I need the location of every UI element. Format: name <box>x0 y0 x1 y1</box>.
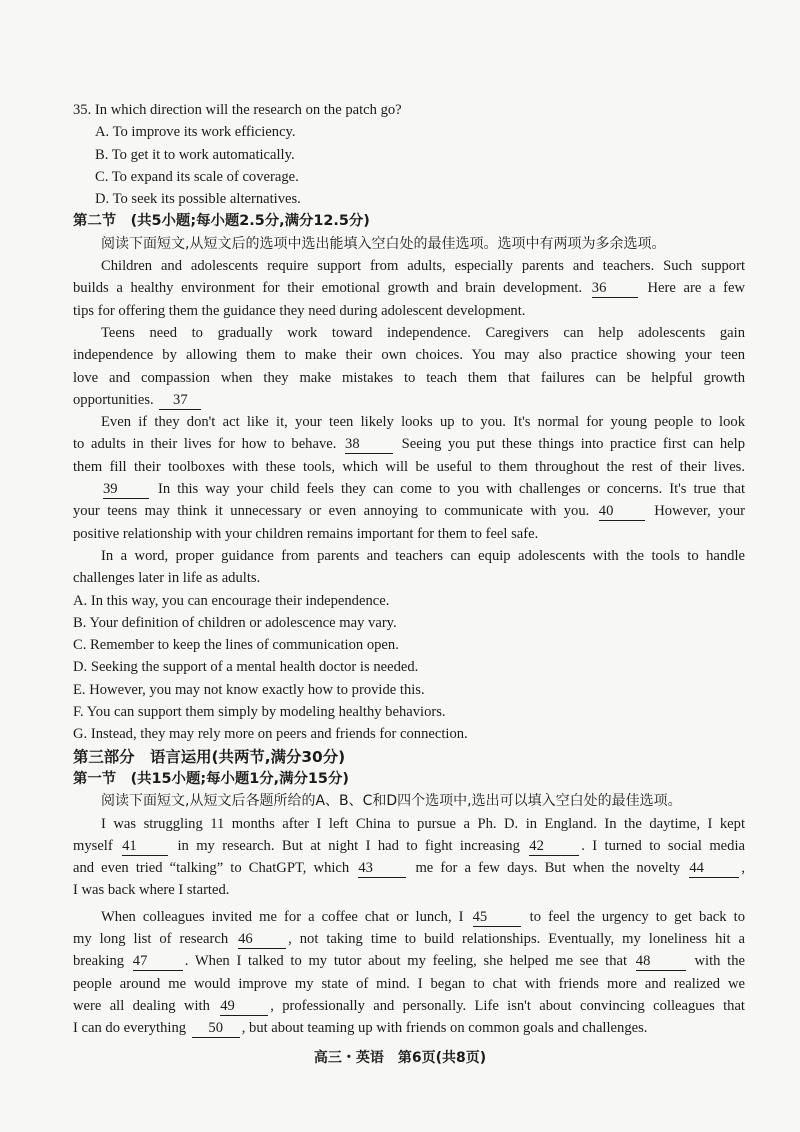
text-line: independence by allowing them to make their own choices. You may also practice showing your teen <box>73 347 745 364</box>
q35-option-c: C. To expand its scale of coverage. <box>95 168 299 185</box>
text-line: tips for offering them the guidance they need during adolescent development. <box>73 302 526 319</box>
text-line: love and compassion when they make mistakes to teach them that failures can be helpful growth <box>73 369 745 386</box>
text-line <box>73 478 745 500</box>
section2-paragraph-4 <box>73 478 745 545</box>
option-g: G. Instead, they may rely more on peers and friends for connection. <box>73 726 468 743</box>
text-segment: with the <box>694 953 745 970</box>
blank-49: 49 <box>220 997 268 1016</box>
option-d: D. Seeking the support of a mental health doctor is needed. <box>73 659 419 676</box>
text-segment: breaking <box>73 953 125 970</box>
text-line <box>73 1017 745 1039</box>
option-f: F. You can support them simply by modeling healthy behaviors. <box>73 704 446 721</box>
section2-header: 第二节 (共5小题;每小题2.5分,满分12.5分) <box>73 213 370 230</box>
blank-48: 48 <box>636 952 686 971</box>
text-segment: me for a few days. But when the novelty <box>415 860 681 877</box>
q35-option-d: D. To seek its possible alternatives. <box>95 191 301 208</box>
option-c: C. Remember to keep the lines of communication open. <box>73 637 399 654</box>
q35-option-a: A. To improve its work efficiency. <box>95 124 296 141</box>
text-line: challenges later in life as adults. <box>73 570 261 587</box>
text-line <box>73 277 745 299</box>
text-segment: , not taking time to build relationships. Eventually, my loneliness hit a <box>288 930 745 947</box>
text-segment: your teens may think it unnecessary or even annoying to communicate with you. <box>73 503 590 520</box>
text-line: Teens need to gradually work toward independence. Caregivers can help adolescents gain <box>101 324 745 341</box>
option-e: E. However, you may not know exactly how to provide this. <box>73 681 425 698</box>
text-segment: . I turned to social media <box>581 837 745 854</box>
text-line <box>73 835 745 857</box>
text-segment: I can do everything <box>73 1020 187 1037</box>
text-segment: , professionally and personally. Life isn't about convincing colleagues that <box>270 997 745 1014</box>
part3-paragraph-1 <box>73 813 745 902</box>
page-content <box>73 99 745 1039</box>
blank-50: 50 <box>192 1019 240 1038</box>
text-segment: builds a healthy environment for their emotional growth and brain development. <box>73 280 583 297</box>
part3-instruction: 阅读下面短文,从短文后各题所给的A、B、C和D四个选项中,选出可以填入空白处的最佳选项。 <box>101 793 682 810</box>
section2-paragraph-1 <box>73 255 745 322</box>
text-segment: my long list of research <box>73 930 229 947</box>
text-segment: . When I talked to my tutor about my feeling, she helped me see that <box>184 953 628 970</box>
text-segment: were all dealing with <box>73 997 210 1014</box>
text-segment: , but about teaming up with friends on common goals and challenges. <box>241 1020 648 1037</box>
text-line <box>73 950 745 972</box>
text-line: In a word, proper guidance from parents and teachers can equip adolescents with the tools to handle <box>101 547 745 564</box>
text-line <box>73 995 745 1017</box>
section2-instruction: 阅读下面短文,从短文后的选项中选出能填入空白处的最佳选项。选项中有两项为多余选项。 <box>101 235 666 252</box>
text-segment: to feel the urgency to get back to <box>529 908 745 925</box>
text-segment: Seeing you put these things into practice first can help <box>401 436 746 453</box>
text-line: I was back where I started. <box>73 882 230 899</box>
text-line: I was struggling 11 months after I left China to pursue a Ph. D. in England. In the daytime, I kept <box>101 815 745 832</box>
section2-options <box>73 590 745 746</box>
option-b: B. Your definition of children or adolescence may vary. <box>73 614 397 631</box>
section2-paragraph-2 <box>73 322 745 411</box>
blank-37: 37 <box>159 391 201 410</box>
blank-44: 44 <box>689 859 739 878</box>
part3-section1-header: 第一节 (共15小题;每小题1分,满分15分) <box>73 770 349 787</box>
option-a: A. In this way, you can encourage their independence. <box>73 592 390 609</box>
section2-paragraph-3 <box>73 411 745 478</box>
section2-paragraph-5 <box>73 545 745 590</box>
text-line: people around me would improve my state of mind. I began to chat with friends more and realized we <box>73 975 745 992</box>
text-line <box>73 389 745 411</box>
text-line: Children and adolescents require support from adults, especially parents and teachers. Such support <box>101 258 745 275</box>
text-segment: opportunities. <box>73 391 154 408</box>
q35-stem: 35. In which direction will the research on the patch go? <box>73 102 402 118</box>
part3-header: 第三部分 语言运用(共两节,满分30分) <box>73 747 346 766</box>
text-segment: When colleagues invited me for a coffee chat or lunch, I <box>101 908 464 925</box>
text-line <box>73 500 745 522</box>
blank-43: 43 <box>358 859 406 878</box>
text-segment: However, your <box>654 503 745 520</box>
text-segment: In this way your child feels they can come to you with challenges or concerns. It's true that <box>158 481 746 498</box>
blank-36: 36 <box>592 279 638 298</box>
text-line: positive relationship with your children remains important for them to feel safe. <box>73 525 539 542</box>
text-line: Even if they don't act like it, your teen likely looks up to you. It's normal for young people to look <box>101 414 745 431</box>
blank-45: 45 <box>473 908 521 927</box>
blank-46: 46 <box>238 930 286 949</box>
blank-40: 40 <box>599 502 645 521</box>
text-segment: , <box>741 860 745 877</box>
blank-47: 47 <box>133 952 183 971</box>
q35-option-b: B. To get it to work automatically. <box>95 146 295 163</box>
text-segment: to adults in their lives for how to behave. <box>73 436 337 453</box>
text-segment: and even tried “talking” to ChatGPT, which <box>73 860 350 877</box>
text-segment: Here are a few <box>647 280 745 297</box>
page-footer: 高三・英语 第6页(共8页) <box>313 1050 487 1066</box>
text-segment: myself <box>73 837 113 854</box>
text-line <box>73 857 745 879</box>
text-line <box>73 906 745 928</box>
blank-41: 41 <box>122 837 168 856</box>
blank-38: 38 <box>345 435 393 454</box>
text-line: them fill their toolboxes with these tools, which will be useful to them throughout the rest of their lives. <box>73 458 745 475</box>
blank-39: 39 <box>103 480 149 499</box>
text-line <box>73 928 745 950</box>
text-line <box>73 433 745 455</box>
blank-42: 42 <box>529 837 579 856</box>
part3-paragraph-2 <box>73 906 745 1040</box>
text-segment: in my research. But at night I had to fight increasing <box>177 837 520 854</box>
